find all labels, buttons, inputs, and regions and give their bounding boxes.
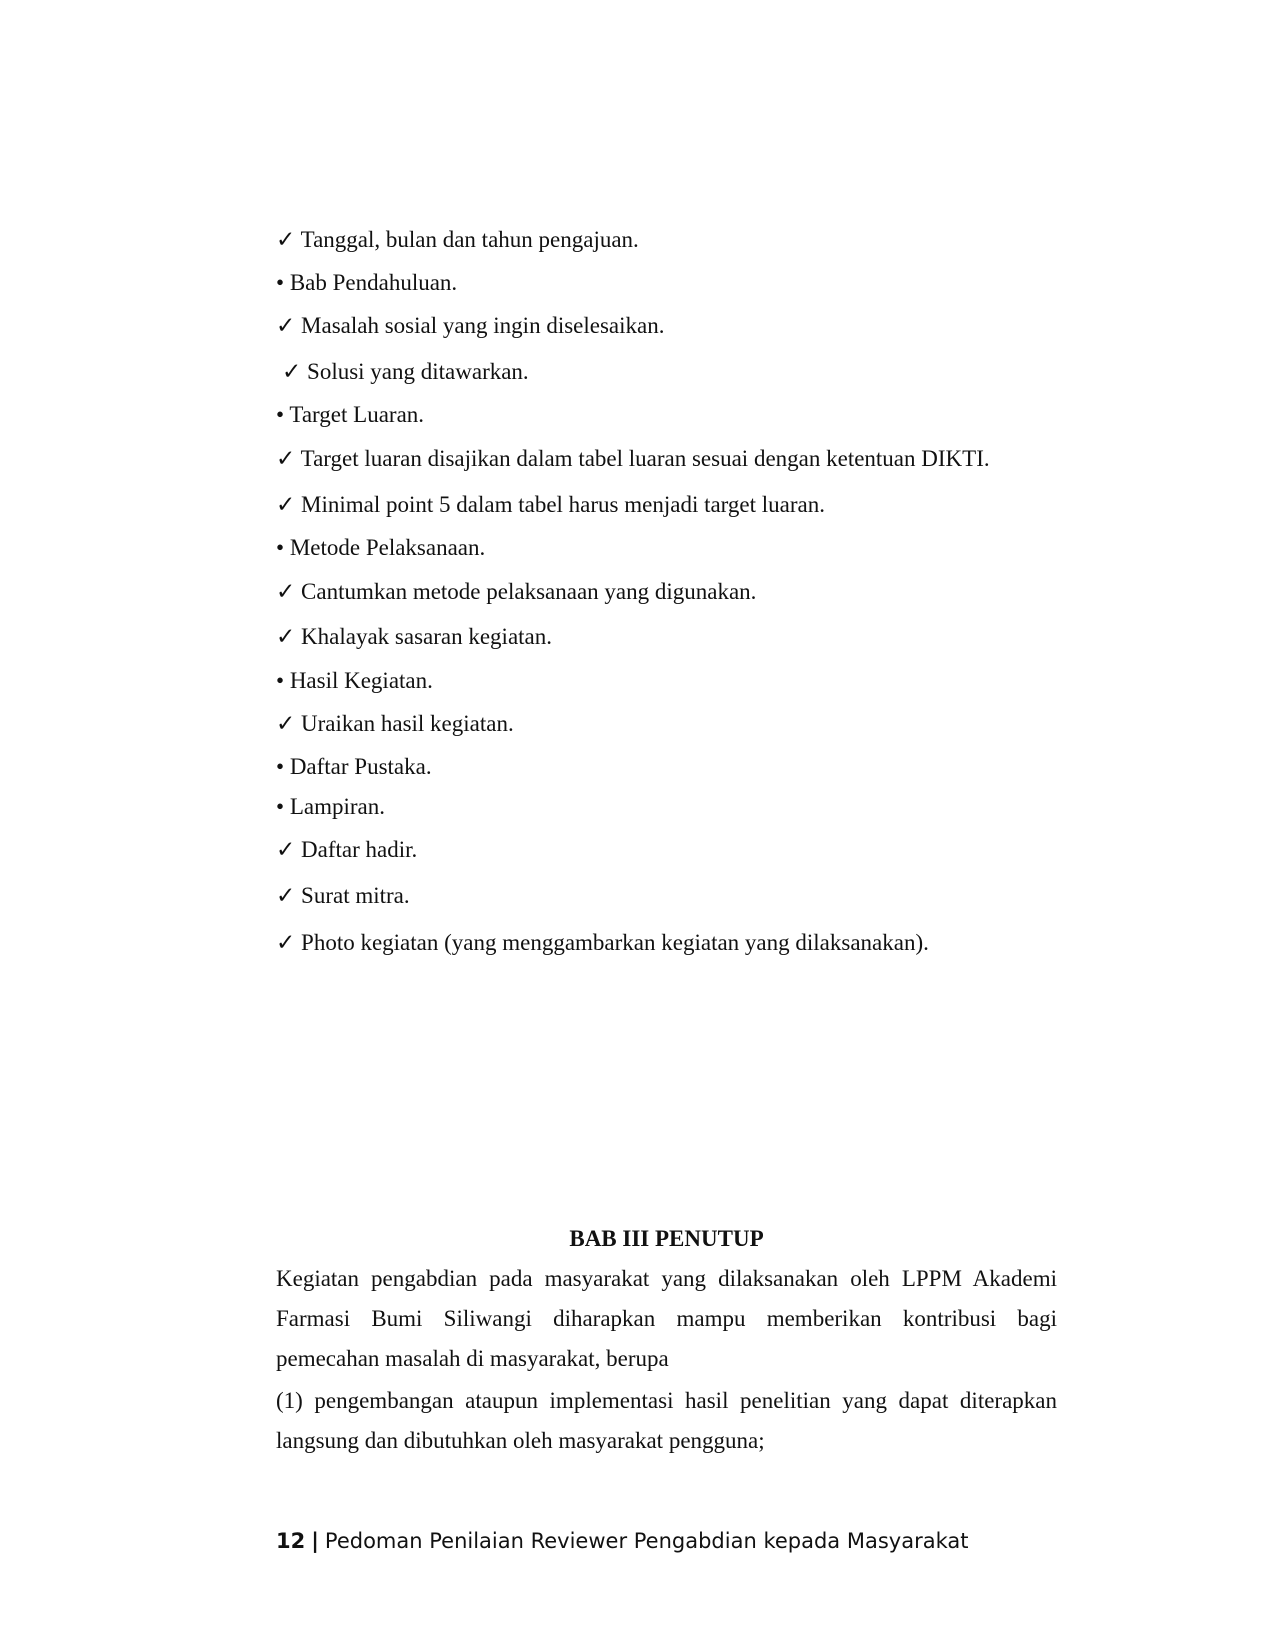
check-icon: ✓ xyxy=(276,711,296,736)
check-icon: ✓ xyxy=(276,930,296,955)
list-item: ✓ Surat mitra. xyxy=(276,883,410,908)
list-item: ✓ Masalah sosial yang ingin diselesaikan. xyxy=(276,313,665,338)
list-item: • Metode Pelaksanaan. xyxy=(276,535,486,560)
bullet-icon: • xyxy=(276,754,285,779)
bullet-icon: • xyxy=(276,402,285,427)
footer-separator: | xyxy=(311,1529,319,1553)
bullet-icon: • xyxy=(276,668,285,693)
list-item: • Target Luaran. xyxy=(276,402,425,427)
check-icon: ✓ xyxy=(276,313,296,338)
list-item: • Bab Pendahuluan. xyxy=(276,270,458,295)
check-icon: ✓ xyxy=(276,446,296,471)
list-item: • Hasil Kegiatan. xyxy=(276,668,433,693)
section-heading: BAB III PENUTUP xyxy=(569,1226,764,1251)
list-item: • Daftar Pustaka. xyxy=(276,754,432,779)
page-footer xyxy=(276,1528,968,1554)
check-icon: ✓ xyxy=(276,837,296,862)
list-item: ✓ Photo kegiatan (yang menggambarkan kegiatan yang dilaksanakan). xyxy=(276,930,929,955)
list-item: ✓ Khalayak sasaran kegiatan. xyxy=(276,624,552,649)
list-item: ✓ Minimal point 5 dalam tabel harus menjadi target luaran. xyxy=(276,492,825,517)
list-item: ✓ Tanggal, bulan dan tahun pengajuan. xyxy=(276,227,639,252)
footer-title: Pedoman Penilaian Reviewer Pengabdian kepada Masyarakat xyxy=(324,1529,969,1553)
bullet-icon: • xyxy=(276,794,285,819)
bullet-icon: • xyxy=(276,535,285,560)
list-item: ✓ Target luaran disajikan dalam tabel luaran sesuai dengan ketentuan DIKTI. xyxy=(276,446,990,471)
list-item: ✓ Solusi yang ditawarkan. xyxy=(282,359,529,384)
check-icon: ✓ xyxy=(276,227,296,252)
closing-paragraph-item: (1) pengembangan ataupun implementasi hasil penelitian yang dapat diterapkan langsung dan dibutuhkan oleh masyarakat pengguna; xyxy=(276,1388,1057,1453)
list-item: ✓ Uraikan hasil kegiatan. xyxy=(276,711,514,736)
check-icon: ✓ xyxy=(276,624,296,649)
check-icon: ✓ xyxy=(282,359,302,384)
bullet-icon: • xyxy=(276,270,285,295)
check-icon: ✓ xyxy=(276,579,296,604)
list-item: ✓ Cantumkan metode pelaksanaan yang digunakan. xyxy=(276,579,757,604)
check-icon: ✓ xyxy=(276,883,296,908)
list-item: • Lampiran. xyxy=(276,794,385,819)
check-icon: ✓ xyxy=(276,492,296,517)
list-item: ✓ Daftar hadir. xyxy=(276,837,418,862)
page-number: 12 xyxy=(276,1529,306,1553)
closing-paragraph: Kegiatan pengabdian pada masyarakat yang dilaksanakan oleh LPPM Akademi Farmasi Bumi Siliwangi diharapkan mampu memberikan kontribusi bagi pemecahan masalah di masyarakat, berupa xyxy=(276,1266,1057,1371)
